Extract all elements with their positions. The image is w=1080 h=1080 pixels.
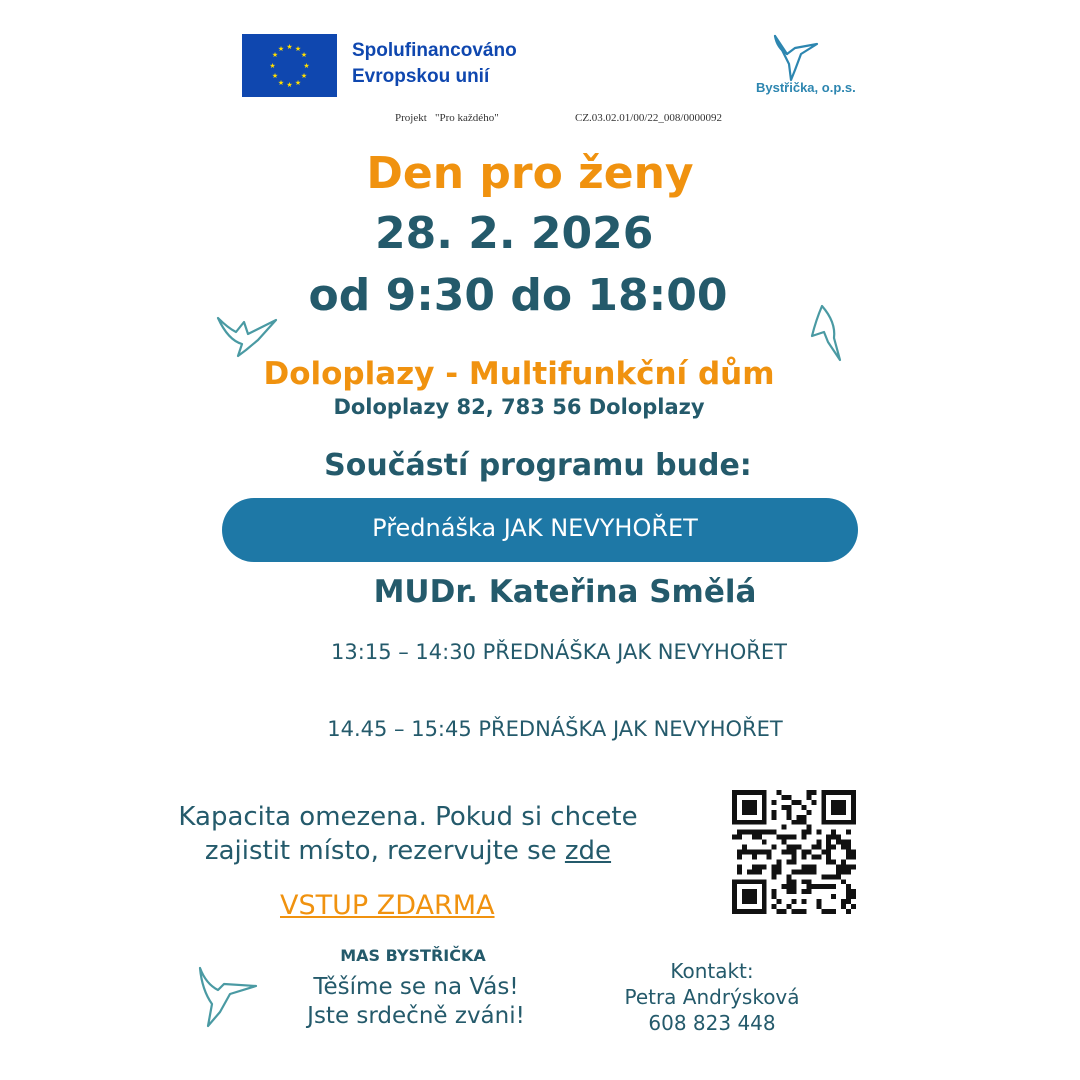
eu-line-2: Evropskou unií bbox=[352, 66, 490, 87]
svg-text:★: ★ bbox=[300, 72, 308, 80]
svg-text:★: ★ bbox=[277, 45, 285, 53]
contact-phone: 608 823 448 bbox=[648, 1011, 776, 1035]
contact-block bbox=[582, 958, 842, 1036]
project-label: Projekt "Pro každého" bbox=[395, 112, 499, 124]
capacity-line-2-text: zajistit místo, rezervujte se bbox=[204, 836, 565, 866]
svg-text:★: ★ bbox=[269, 62, 276, 70]
reservation-link[interactable]: zde bbox=[564, 836, 612, 866]
program-heading: Součástí programu bude: bbox=[324, 448, 752, 483]
contact-name: Petra Andrýsková bbox=[624, 985, 800, 1009]
welcome-line-2: Jste srdečně zváni! bbox=[307, 1003, 525, 1029]
project-code: CZ.03.02.01/00/22_008/0000092 bbox=[575, 112, 722, 124]
eu-flag-icon bbox=[242, 34, 337, 97]
svg-text:★: ★ bbox=[271, 51, 279, 59]
contact-label: Kontakt: bbox=[670, 959, 754, 983]
lecture-banner-text: Přednáška JAK NEVYHOŘET bbox=[372, 514, 698, 542]
svg-text:★: ★ bbox=[277, 79, 285, 87]
schedule-slot: 14.45 – 15:45 PŘEDNÁŠKA JAK NEVYHOŘET bbox=[327, 717, 783, 741]
svg-text:★: ★ bbox=[303, 62, 310, 70]
welcome-line-1: Těšíme se na Vás! bbox=[313, 974, 519, 1000]
qr-code-icon[interactable] bbox=[732, 790, 856, 914]
svg-text:★: ★ bbox=[271, 72, 279, 80]
event-date: 28. 2. 2026 bbox=[375, 208, 654, 259]
org-name: Bystřička, o.p.s. bbox=[756, 80, 856, 95]
svg-text:★: ★ bbox=[300, 51, 308, 59]
event-address: Doloplazy 82, 783 56 Doloplazy bbox=[333, 395, 705, 419]
bird-icon bbox=[806, 302, 846, 364]
svg-text:★: ★ bbox=[286, 43, 293, 51]
capacity-note bbox=[100, 800, 716, 868]
schedule-slot: 13:15 – 14:30 PŘEDNÁŠKA JAK NEVYHOŘET bbox=[331, 640, 787, 664]
hummingbird-logo-icon bbox=[765, 30, 825, 85]
svg-text:★: ★ bbox=[294, 45, 302, 53]
mas-name: MAS BYSTŘIČKA bbox=[340, 946, 486, 965]
capacity-line-2 bbox=[100, 834, 716, 868]
bird-icon bbox=[196, 964, 260, 1030]
free-entry-text: VSTUP ZDARMA bbox=[280, 890, 495, 921]
svg-text:★: ★ bbox=[286, 81, 293, 89]
welcome-text bbox=[256, 973, 576, 1031]
eu-cofinancing-text bbox=[352, 38, 517, 90]
event-title: Den pro ženy bbox=[366, 148, 694, 199]
capacity-line-1: Kapacita omezena. Pokud si chcete bbox=[178, 802, 638, 832]
svg-text:★: ★ bbox=[294, 79, 302, 87]
event-venue: Doloplazy - Multifunkční dům bbox=[263, 356, 775, 392]
speaker-name: MUDr. Kateřina Smělá bbox=[373, 574, 757, 610]
bird-icon bbox=[214, 310, 282, 360]
eu-line-1: Spolufinancováno bbox=[352, 40, 517, 61]
event-time: od 9:30 do 18:00 bbox=[308, 270, 728, 321]
